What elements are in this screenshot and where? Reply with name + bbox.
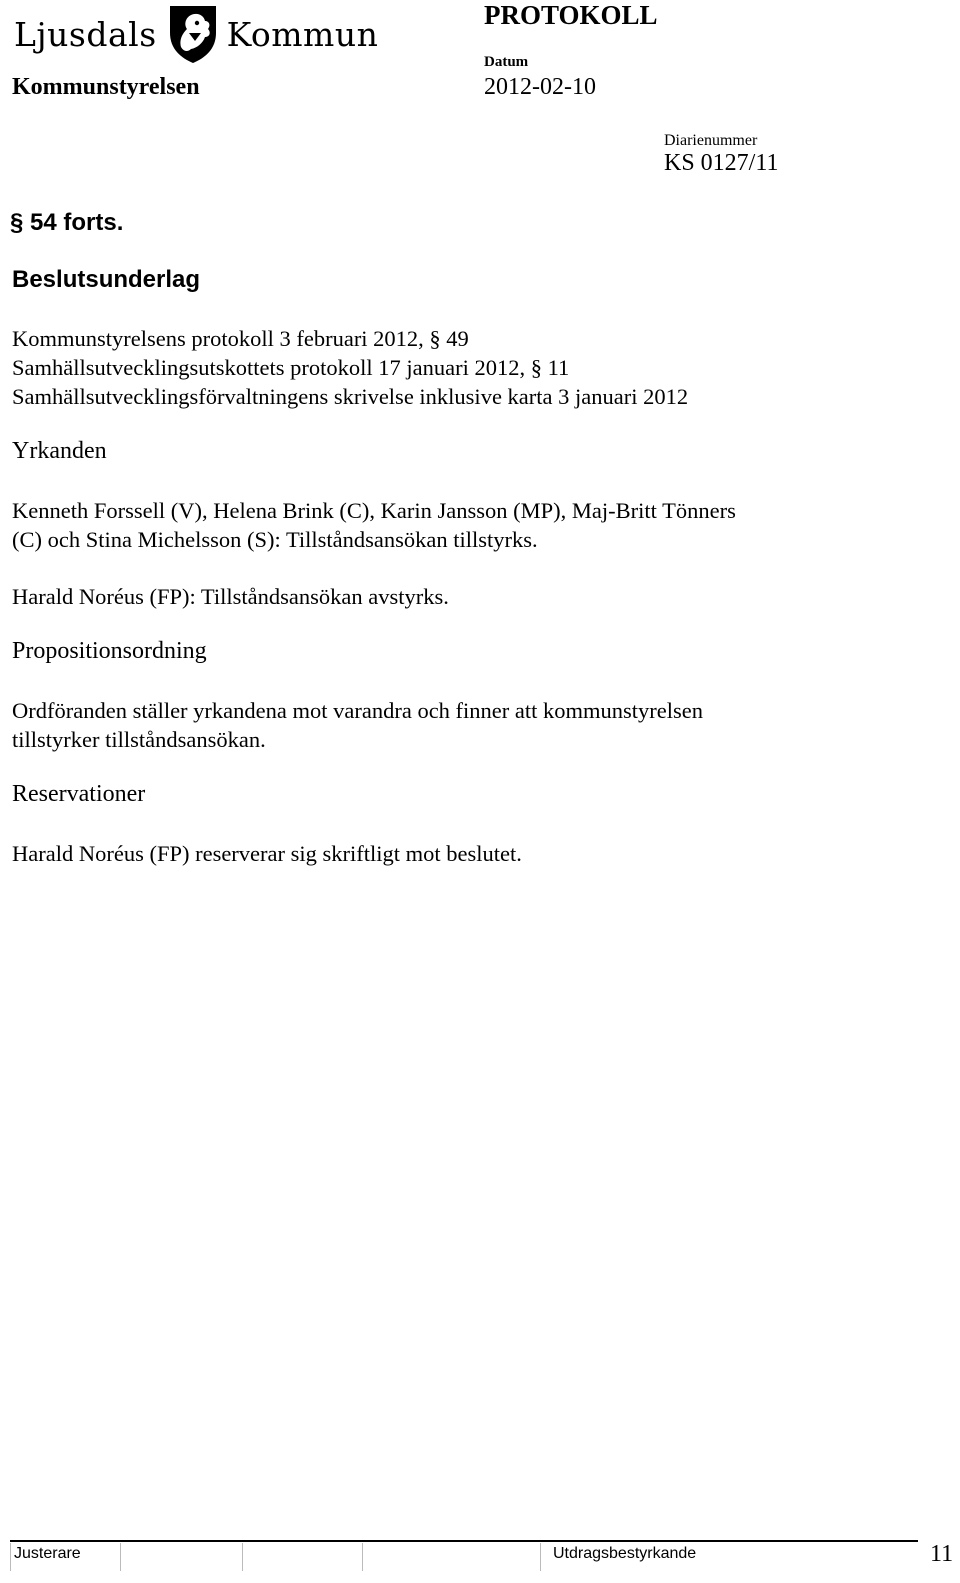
logo-text-left: Ljusdals: [14, 14, 157, 54]
diarienummer-value: KS 0127/11: [664, 150, 779, 176]
beslutsunderlag-item: Samhällsutvecklingsförvaltningens skrivelse inklusive karta 3 januari 2012: [12, 384, 689, 409]
coat-of-arms-icon: [167, 3, 219, 65]
beslutsunderlag-item: Kommunstyrelsens protokoll 3 februari 2012, § 49: [12, 326, 469, 351]
propositionsordning-line: tillstyrker tillståndsansökan.: [12, 727, 266, 752]
date-value: 2012-02-10: [484, 74, 596, 100]
date-label: Datum: [484, 54, 529, 70]
propositionsordning-paragraph: [12, 696, 703, 754]
footer-cell-divider: [362, 1543, 363, 1571]
municipality-logo: [14, 2, 378, 66]
footer-rule: [10, 1540, 918, 1542]
logo-text-right: Kommun: [226, 14, 379, 54]
yrkanden-heading: Yrkanden: [12, 438, 107, 464]
yrkanden-paragraph-2: Harald Noréus (FP): Tillståndsansökan avstyrks.: [12, 584, 449, 609]
justerare-label: Justerare: [14, 1545, 81, 1562]
footer-cell-divider: [120, 1543, 121, 1571]
beslutsunderlag-list: [12, 324, 688, 411]
beslutsunderlag-heading: Beslutsunderlag: [12, 266, 201, 293]
footer-cell-divider: [10, 1543, 11, 1571]
reservationer-heading: Reservationer: [12, 781, 146, 807]
yrkanden-line: (C) och Stina Michelsson (S): Tillståndsansökan tillstyrks.: [12, 527, 538, 552]
diarienummer-label: Diarienummer: [664, 132, 758, 149]
beslutsunderlag-item: Samhällsutvecklingsutskottets protokoll 17 januari 2012, § 11: [12, 355, 570, 380]
document-type: PROTOKOLL: [484, 0, 658, 30]
paragraph-number: 54 forts.: [30, 209, 124, 236]
yrkanden-paragraph: [12, 496, 736, 554]
footer-cell-divider: [242, 1543, 243, 1571]
reservationer-text: Harald Noréus (FP) reserverar sig skriftligt mot beslutet.: [12, 841, 522, 866]
committee-name: Kommunstyrelsen: [12, 74, 200, 100]
propositionsordning-heading: Propositionsordning: [12, 638, 207, 664]
page-footer: [0, 1540, 960, 1583]
utdragsbestyrkande-label: Utdragsbestyrkande: [553, 1545, 697, 1562]
paragraph-heading: [10, 209, 123, 237]
page-number: 11: [930, 1541, 954, 1567]
propositionsordning-line: Ordföranden ställer yrkandena mot varandra och finner att kommunstyrelsen: [12, 698, 704, 723]
section-symbol: §: [10, 209, 24, 236]
yrkanden-line: Kenneth Forssell (V), Helena Brink (C), Karin Jansson (MP), Maj-Britt Tönners: [12, 498, 736, 523]
footer-cell-divider: [540, 1543, 541, 1571]
